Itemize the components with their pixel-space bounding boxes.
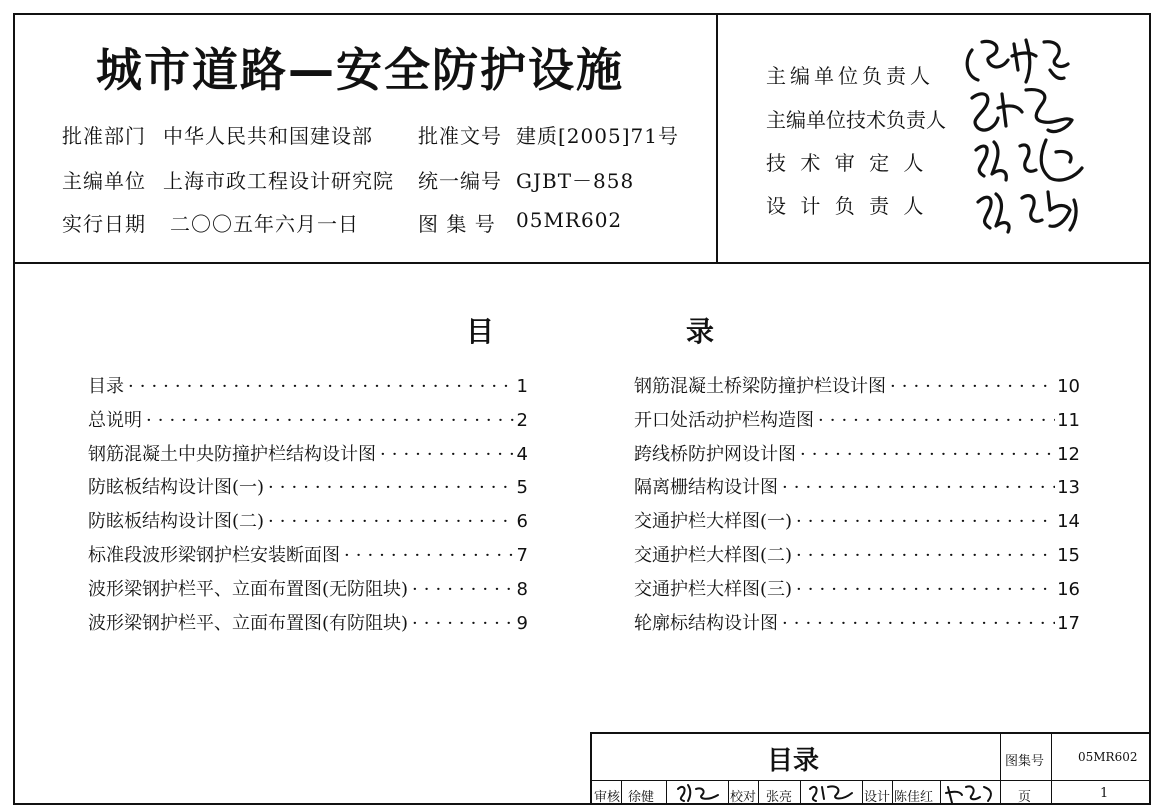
review-label: 审核	[594, 790, 621, 805]
toc-item[interactable]: 目录 ····· 1	[88, 372, 528, 406]
chief-unit-head-label: 主编单位负责人	[766, 64, 934, 88]
effective-date-value: 二〇〇五年六月一日	[170, 212, 359, 236]
signature-designer	[944, 781, 998, 805]
chief-unit-tech-head-label: 主编单位技术负责人	[766, 108, 946, 132]
design-label: 设计	[864, 790, 891, 805]
title-block	[590, 732, 1151, 805]
unified-no-value: GJBT－858	[516, 169, 635, 193]
checker-name: 张亮	[766, 790, 793, 805]
approval-dept-value: 中华人民共和国建设部	[163, 124, 373, 148]
page-cell-label: 页	[1018, 790, 1032, 805]
atlas-title: 城市道路—安全防护设施	[96, 43, 624, 97]
tech-reviewer-label: 技 术 审 定 人	[766, 151, 928, 175]
unified-no-label: 统一编号	[418, 169, 502, 193]
toc-item[interactable]: 钢筋混凝土桥梁防撞护栏设计图 ····· 10	[634, 372, 1080, 406]
toc-right-column	[634, 372, 1080, 642]
toc-item[interactable]: 总说明 ····· 2	[88, 406, 528, 440]
sheet-title: 目录	[767, 746, 820, 776]
design-lead-label: 设 计 负 责 人	[766, 194, 928, 218]
atlas-no-cell-label: 图集号	[1005, 754, 1045, 769]
signature-checker	[806, 781, 858, 805]
toc-item[interactable]: 隔离栅结构设计图 ····· 13	[634, 473, 1080, 507]
header-vertical-divider	[716, 13, 718, 263]
toc-item[interactable]: 防眩板结构设计图(二) ····· 6	[88, 507, 528, 541]
atlas-no-cell-value: 05MR602	[1078, 750, 1138, 764]
signature-reviewer	[674, 781, 724, 805]
approval-dept-label: 批准部门	[62, 124, 146, 148]
toc-item[interactable]: 钢筋混凝土中央防撞护栏结构设计图 ····· 4	[88, 440, 528, 474]
approval-doc-value: 建质[2005]71号	[516, 124, 679, 148]
effective-date-label: 实行日期	[62, 212, 146, 236]
toc-item[interactable]: 防眩板结构设计图(一) ····· 5	[88, 473, 528, 507]
chief-unit-value: 上海市政工程设计研究院	[163, 169, 394, 193]
chief-unit-label: 主编单位	[62, 169, 146, 193]
atlas-no-label: 图 集 号	[418, 212, 496, 236]
toc-heading-left: 目	[466, 315, 495, 348]
toc-left-column	[88, 372, 528, 642]
reviewer-name: 徐健	[628, 790, 655, 805]
toc-item[interactable]: 跨线桥防护网设计图 ····· 12	[634, 440, 1080, 474]
approval-doc-label: 批准文号	[418, 124, 502, 148]
toc-heading-right: 录	[686, 315, 715, 348]
designer-name: 陈佳红	[894, 790, 934, 805]
toc-item[interactable]: 波形梁钢护栏平、立面布置图(有防阻块) ····· 9	[88, 609, 528, 643]
toc-item[interactable]: 标准段波形梁钢护栏安装断面图 ····· 7	[88, 541, 528, 575]
check-label: 校对	[730, 790, 757, 805]
toc-item[interactable]: 交通护栏大样图(三) ····· 16	[634, 575, 1080, 609]
toc-item[interactable]: 波形梁钢护栏平、立面布置图(无防阻块) ····· 8	[88, 575, 528, 609]
toc-item[interactable]: 交通护栏大样图(一) ····· 14	[634, 507, 1080, 541]
toc-item[interactable]: 轮廓标结构设计图 ····· 17	[634, 609, 1080, 643]
header-divider	[13, 262, 1151, 264]
atlas-no-value: 05MR602	[516, 208, 623, 232]
toc-item[interactable]: 交通护栏大样图(二) ····· 15	[634, 541, 1080, 575]
page-cell-value: 1	[1100, 786, 1109, 801]
toc-item[interactable]: 开口处活动护栏构造图 ····· 11	[634, 406, 1080, 440]
